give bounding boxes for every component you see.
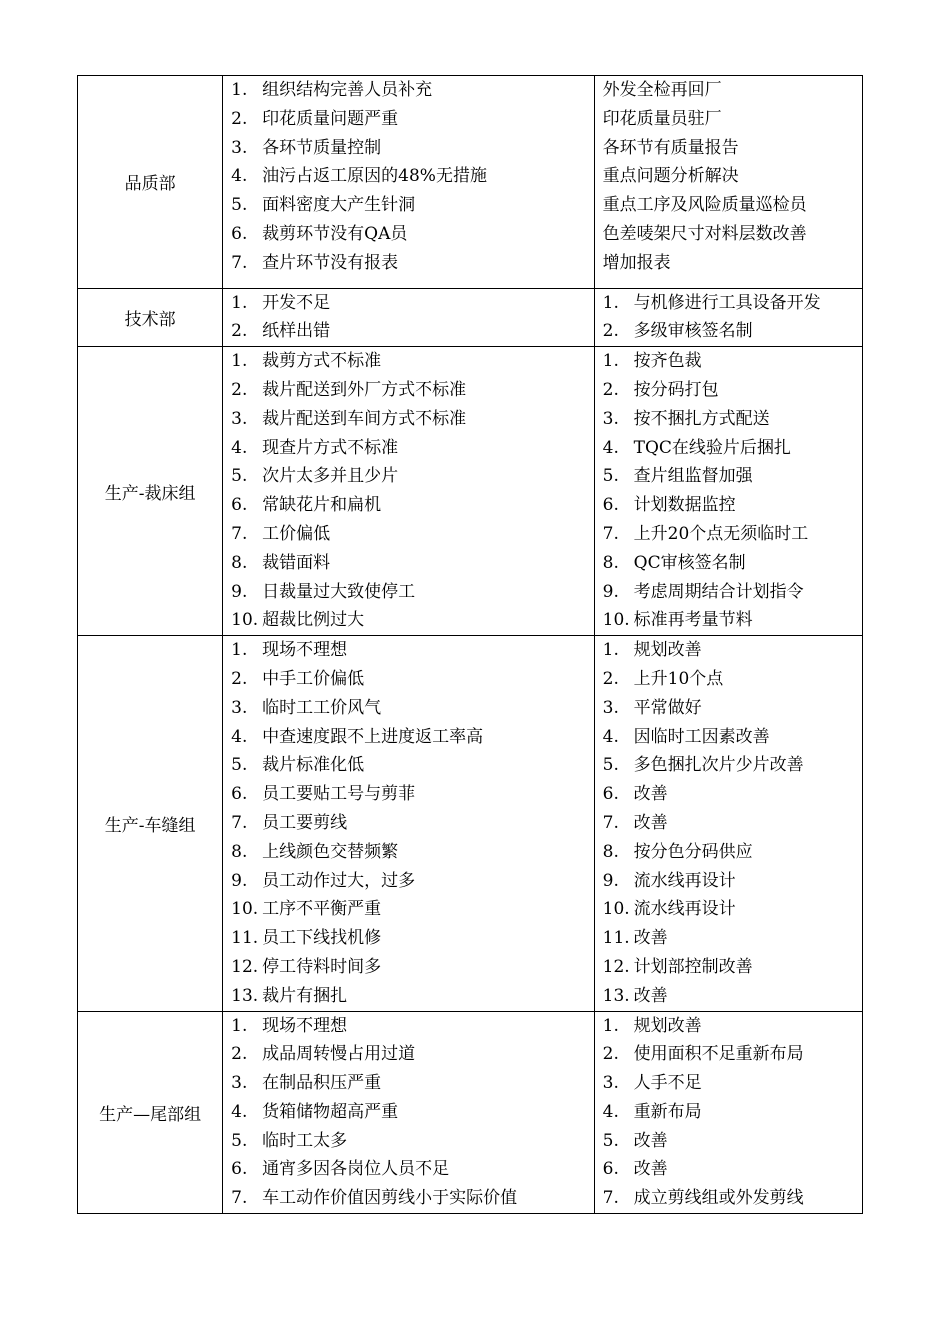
- list-item: [595, 1098, 862, 1127]
- actions-cell: [594, 76, 862, 289]
- list-item: [223, 162, 593, 191]
- list-item: [223, 405, 593, 434]
- item-number: 2.: [602, 379, 619, 400]
- department-cell: 技术部: [78, 288, 223, 347]
- item-text: 平常做好: [633, 697, 702, 718]
- item-text: 考虑周期结合计划指令: [633, 581, 804, 602]
- list-item: [595, 134, 862, 163]
- item-text: 成立剪线组或外发剪线: [633, 1188, 804, 1209]
- item-text: 货箱储物超高严重: [262, 1101, 399, 1122]
- item-number: 2.: [602, 668, 619, 689]
- list-item: [223, 462, 593, 491]
- item-text: 员工下线找机修: [262, 928, 382, 949]
- item-text: 超裁比例过大: [262, 610, 365, 631]
- item-number: 1.: [231, 351, 248, 372]
- item-text: 流水线再设计: [633, 899, 736, 920]
- item-text: 裁片配送到车间方式不标准: [262, 408, 467, 429]
- item-number: 6.: [602, 784, 619, 805]
- table-row: [78, 636, 863, 1011]
- item-number: 2.: [231, 321, 248, 342]
- issues-cell: [223, 636, 594, 1011]
- list-item: [223, 982, 593, 1011]
- list-item: [595, 1069, 862, 1098]
- item-number: 1.: [602, 1015, 619, 1036]
- item-text: 裁片标准化低: [262, 755, 365, 776]
- item-number: 2.: [231, 379, 248, 400]
- item-text: QC审核签名制: [633, 552, 746, 573]
- item-number: 5.: [602, 755, 619, 776]
- item-number: 2.: [231, 108, 248, 129]
- issues-cell: [223, 347, 594, 636]
- item-text: 重点问题分析解决: [602, 166, 739, 187]
- item-text: 计划部控制改善: [633, 956, 753, 977]
- list-item: [223, 809, 593, 838]
- item-number: 4.: [231, 726, 248, 747]
- item-text: 纸样出错: [262, 321, 331, 342]
- list-item: [595, 665, 862, 694]
- item-number: 3.: [231, 697, 248, 718]
- item-text: 人手不足: [633, 1073, 702, 1094]
- item-number: 4.: [231, 1101, 248, 1122]
- list-item: [595, 924, 862, 953]
- item-text: 开发不足: [262, 292, 331, 313]
- item-number: 10.: [231, 899, 259, 920]
- department-cell: 生产-车缝组: [78, 636, 223, 1011]
- list-item: [223, 1127, 593, 1156]
- list-item: [595, 1127, 862, 1156]
- item-text: 临时工工价风气: [262, 697, 382, 718]
- item-number: 7.: [231, 1188, 248, 1209]
- item-number: 10.: [602, 610, 630, 631]
- list-item: [223, 134, 593, 163]
- list-item: [223, 780, 593, 809]
- item-text: 车工动作价值因剪线小于实际价值: [262, 1188, 518, 1209]
- list-item: [595, 434, 862, 463]
- item-number: 13.: [231, 985, 259, 1006]
- item-text: 常缺花片和扁机: [262, 495, 382, 516]
- item-text: 各环节质量控制: [262, 137, 382, 158]
- table-body: [78, 76, 863, 1214]
- list-item: [223, 1012, 593, 1041]
- list-item: [595, 1184, 862, 1213]
- item-text: 上升10个点: [633, 668, 724, 689]
- item-number: 4.: [602, 437, 619, 458]
- item-text: 裁片有捆扎: [262, 985, 348, 1006]
- issues-cell: [223, 1011, 594, 1214]
- item-text: 裁错面料: [262, 552, 331, 573]
- list-item: [223, 347, 593, 376]
- item-text: 按齐色裁: [633, 351, 702, 372]
- item-text: 增加报表: [602, 252, 671, 273]
- item-text: 按不捆扎方式配送: [633, 408, 770, 429]
- item-number: 8.: [602, 552, 619, 573]
- item-number: 1.: [602, 640, 619, 661]
- list-item: [223, 1184, 593, 1213]
- list-item: [595, 751, 862, 780]
- item-text: 现场不理想: [262, 1015, 348, 1036]
- list-item: [595, 162, 862, 191]
- list-item: [223, 838, 593, 867]
- item-text: 工序不平衡严重: [262, 899, 382, 920]
- list-item: [595, 462, 862, 491]
- item-text: 通宵多因各岗位人员不足: [262, 1159, 450, 1180]
- item-text: 员工要剪线: [262, 812, 348, 833]
- item-text: 工价偏低: [262, 523, 331, 544]
- item-text: 流水线再设计: [633, 870, 736, 891]
- item-number: 8.: [231, 841, 248, 862]
- item-text: 现场不理想: [262, 640, 348, 661]
- list-item: [223, 694, 593, 723]
- item-number: 4.: [602, 726, 619, 747]
- item-number: 8.: [231, 552, 248, 573]
- list-item: [595, 953, 862, 982]
- item-number: 3.: [231, 1073, 248, 1094]
- item-number: 11.: [231, 928, 259, 949]
- list-item: [595, 1155, 862, 1184]
- item-number: 11.: [602, 928, 630, 949]
- improvement-table: [77, 75, 863, 1214]
- list-item: [595, 249, 862, 278]
- list-item: [595, 549, 862, 578]
- list-item: [223, 249, 593, 278]
- item-number: 2.: [602, 1044, 619, 1065]
- item-text: 标准再考量节料: [633, 610, 753, 631]
- item-text: 现查片方式不标准: [262, 437, 399, 458]
- item-number: 5.: [231, 1130, 248, 1151]
- item-text: 印花质量员驻厂: [602, 108, 722, 129]
- list-item: [595, 867, 862, 896]
- list-item: [595, 606, 862, 635]
- list-item: [595, 578, 862, 607]
- item-text: 临时工太多: [262, 1130, 348, 1151]
- item-number: 2.: [231, 1044, 248, 1065]
- item-number: 7.: [231, 252, 248, 273]
- list-item: [223, 1069, 593, 1098]
- item-text: 裁片配送到外厂方式不标准: [262, 379, 467, 400]
- item-text: 上升20个点无须临时工: [633, 523, 809, 544]
- item-number: 12.: [602, 956, 630, 977]
- actions-cell: [594, 288, 862, 347]
- list-item: [223, 606, 593, 635]
- item-number: 12.: [231, 956, 259, 977]
- list-item: [223, 1040, 593, 1069]
- list-item: [223, 549, 593, 578]
- list-item: [223, 376, 593, 405]
- list-item: [223, 636, 593, 665]
- list-item: [223, 191, 593, 220]
- item-number: 10.: [602, 899, 630, 920]
- item-text: 油污占返工原因的48%无措施: [262, 166, 487, 187]
- item-text: 与机修进行工具设备开发: [633, 292, 821, 313]
- item-text: 改善: [633, 928, 668, 949]
- issues-cell: [223, 76, 594, 289]
- list-item: [223, 220, 593, 249]
- item-text: 规划改善: [633, 640, 702, 661]
- item-text: 按分色分码供应: [633, 841, 753, 862]
- table-row: [78, 347, 863, 636]
- item-number: 2.: [602, 321, 619, 342]
- list-item: [595, 838, 862, 867]
- item-text: 因临时工因素改善: [633, 726, 770, 747]
- department-cell: 品质部: [78, 76, 223, 289]
- item-text: 查片环节没有报表: [262, 252, 399, 273]
- list-item: [595, 491, 862, 520]
- list-item: [223, 317, 593, 346]
- list-item: [595, 694, 862, 723]
- list-item: [223, 520, 593, 549]
- item-number: 4.: [602, 1101, 619, 1122]
- item-number: 3.: [602, 1073, 619, 1094]
- item-number: 7.: [602, 812, 619, 833]
- item-text: 改善: [633, 1130, 668, 1151]
- list-item: [223, 953, 593, 982]
- item-number: 7.: [602, 523, 619, 544]
- item-number: 1.: [231, 292, 248, 313]
- item-number: 6.: [231, 1159, 248, 1180]
- item-text: 上线颜色交替频繁: [262, 841, 399, 862]
- department-cell: 生产—尾部组: [78, 1011, 223, 1214]
- list-item: [595, 723, 862, 752]
- item-text: 在制品积压严重: [262, 1073, 382, 1094]
- list-item: [595, 895, 862, 924]
- table-row: [78, 1011, 863, 1214]
- item-number: 1.: [231, 80, 248, 100]
- list-item: [595, 220, 862, 249]
- list-item: [595, 1012, 862, 1041]
- list-item: [223, 751, 593, 780]
- item-text: 各环节有质量报告: [602, 137, 739, 158]
- item-number: 9.: [602, 581, 619, 602]
- item-number: 6.: [602, 1159, 619, 1180]
- item-number: 5.: [231, 755, 248, 776]
- item-number: 2.: [231, 668, 248, 689]
- table-row: [78, 288, 863, 347]
- list-item: [595, 1040, 862, 1069]
- list-item: [223, 105, 593, 134]
- list-item: [595, 289, 862, 318]
- list-item: [595, 76, 862, 105]
- actions-cell: [594, 347, 862, 636]
- list-item: [595, 405, 862, 434]
- actions-cell: [594, 1011, 862, 1214]
- item-text: 次片太多并且少片: [262, 466, 399, 487]
- list-item: [223, 491, 593, 520]
- item-number: 5.: [231, 195, 248, 216]
- list-item: [223, 1098, 593, 1127]
- item-number: 8.: [602, 841, 619, 862]
- item-number: 13.: [602, 985, 630, 1006]
- list-item: [223, 895, 593, 924]
- item-text: TQC在线验片后捆扎: [633, 437, 791, 458]
- item-text: 员工要贴工号与剪菲: [262, 784, 416, 805]
- item-text: 改善: [633, 985, 668, 1006]
- item-number: 1.: [602, 292, 619, 313]
- list-item: [223, 76, 593, 105]
- item-number: 4.: [231, 166, 248, 187]
- item-text: 计划数据监控: [633, 495, 736, 516]
- list-item: [595, 105, 862, 134]
- item-text: 印花质量问题严重: [262, 108, 399, 129]
- item-number: 3.: [602, 408, 619, 429]
- item-text: 重点工序及风险质量巡检员: [602, 195, 807, 216]
- item-text: 裁剪方式不标准: [262, 351, 382, 372]
- list-item: [223, 867, 593, 896]
- item-number: 7.: [231, 812, 248, 833]
- item-number: 3.: [231, 137, 248, 158]
- item-number: 4.: [231, 437, 248, 458]
- list-item: [223, 434, 593, 463]
- item-text: 中手工价偏低: [262, 668, 365, 689]
- item-text: 多色捆扎次片少片改善: [633, 755, 804, 776]
- item-number: 6.: [231, 784, 248, 805]
- item-number: 3.: [602, 697, 619, 718]
- item-text: 按分码打包: [633, 379, 719, 400]
- item-text: 员工动作过大，过多: [262, 870, 416, 891]
- list-item: [223, 665, 593, 694]
- item-text: 色差唛架尺寸对料层数改善: [602, 223, 807, 244]
- item-number: 6.: [231, 495, 248, 516]
- list-item: [595, 317, 862, 346]
- list-item: [595, 347, 862, 376]
- item-text: 改善: [633, 1159, 668, 1180]
- item-text: 中查速度跟不上进度返工率高: [262, 726, 484, 747]
- item-number: 9.: [231, 870, 248, 891]
- item-number: 7.: [231, 523, 248, 544]
- item-number: 5.: [602, 1130, 619, 1151]
- item-text: 改善: [633, 784, 668, 805]
- item-text: 多级审核签名制: [633, 321, 753, 342]
- item-text: 组织结构完善人员补充: [262, 80, 433, 100]
- item-text: 停工待料时间多: [262, 956, 382, 977]
- item-text: 重新布局: [633, 1101, 702, 1122]
- item-number: 10.: [231, 610, 259, 631]
- item-number: 7.: [602, 1188, 619, 1209]
- item-text: 使用面积不足重新布局: [633, 1044, 804, 1065]
- list-item: [223, 578, 593, 607]
- list-item: [595, 809, 862, 838]
- item-text: 改善: [633, 812, 668, 833]
- list-item: [595, 520, 862, 549]
- list-item: [595, 982, 862, 1011]
- item-number: 5.: [231, 466, 248, 487]
- list-item: [595, 636, 862, 665]
- item-number: 1.: [231, 640, 248, 661]
- list-item: [595, 191, 862, 220]
- item-text: 面料密度大产生针洞: [262, 195, 416, 216]
- issues-cell: [223, 288, 594, 347]
- list-item: [223, 924, 593, 953]
- item-number: 6.: [602, 495, 619, 516]
- item-text: 外发全检再回厂: [602, 80, 722, 100]
- item-number: 1.: [602, 351, 619, 372]
- actions-cell: [594, 636, 862, 1011]
- item-text: 成品周转慢占用过道: [262, 1044, 416, 1065]
- list-item: [595, 376, 862, 405]
- department-cell: 生产-裁床组: [78, 347, 223, 636]
- item-number: 9.: [602, 870, 619, 891]
- item-number: 9.: [231, 581, 248, 602]
- list-item: [223, 289, 593, 318]
- item-number: 5.: [602, 466, 619, 487]
- item-text: 规划改善: [633, 1015, 702, 1036]
- item-number: 3.: [231, 408, 248, 429]
- item-number: 1.: [231, 1015, 248, 1036]
- item-text: 日裁量过大致使停工: [262, 581, 416, 602]
- list-item: [223, 1155, 593, 1184]
- item-number: 6.: [231, 223, 248, 244]
- item-text: 查片组监督加强: [633, 466, 753, 487]
- item-text: 裁剪环节没有QA员: [262, 223, 408, 244]
- list-item: [223, 723, 593, 752]
- table-row: [78, 76, 863, 289]
- list-item: [595, 780, 862, 809]
